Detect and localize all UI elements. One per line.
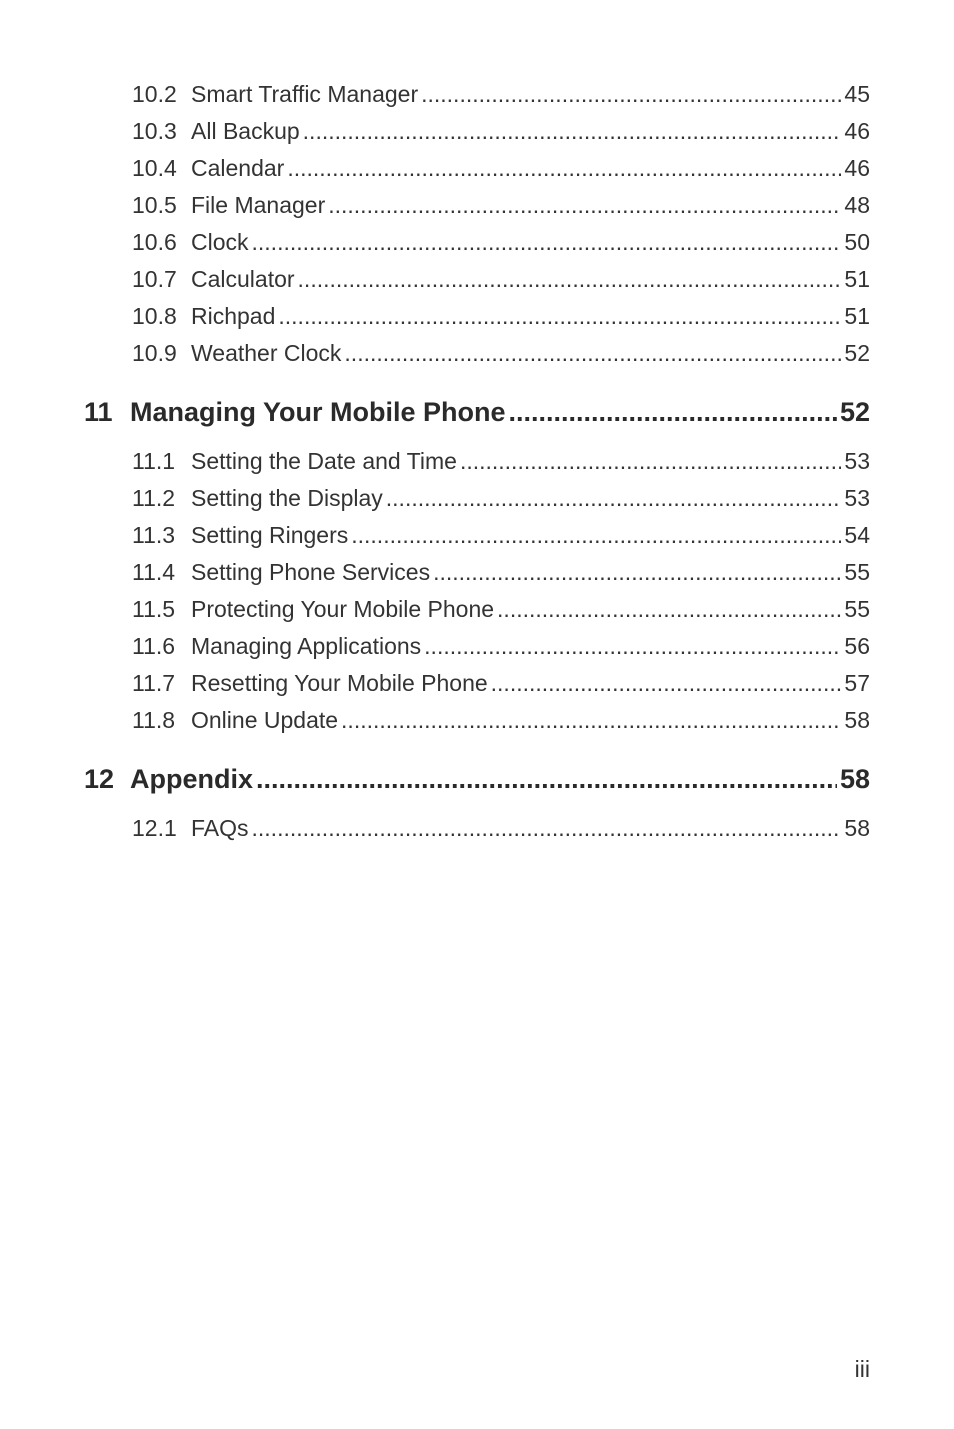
dot-leader <box>424 631 841 661</box>
section-number: 11.5 <box>132 596 176 622</box>
section-title: Setting the Date and Time <box>191 448 457 474</box>
toc-entry-10-5[interactable] <box>132 190 870 220</box>
dot-leader <box>278 301 841 331</box>
dot-leader <box>252 227 842 257</box>
section-title: Setting Phone Services <box>191 559 431 585</box>
page-number: 58 <box>844 707 870 733</box>
dot-leader <box>287 153 841 183</box>
section-title: Weather Clock <box>191 340 342 366</box>
section-title: Richpad <box>191 303 276 329</box>
toc-entry-11-4[interactable] <box>132 557 870 587</box>
section-title: Setting the Display <box>191 485 383 511</box>
page-number: 53 <box>844 485 870 511</box>
toc-entry-11-8[interactable] <box>132 705 870 735</box>
chapter-title: Managing Your Mobile Phone <box>130 397 506 427</box>
dot-leader <box>509 394 837 430</box>
section-title: Clock <box>191 229 249 255</box>
dot-leader <box>460 446 841 476</box>
page-number: 55 <box>844 559 870 585</box>
page-number: 48 <box>844 192 870 218</box>
section-number: 10.2 <box>132 81 177 107</box>
toc-chapter-12[interactable] <box>84 761 870 797</box>
section-number: 10.8 <box>132 303 177 329</box>
section-number: 11.1 <box>132 448 176 474</box>
toc-entry-10-8[interactable] <box>132 301 870 331</box>
section-title: Calculator <box>191 266 295 292</box>
page-number: 51 <box>844 266 870 292</box>
toc-chapter-11[interactable] <box>84 394 870 430</box>
dot-leader <box>252 813 842 843</box>
chapter-number: 12 <box>84 764 115 794</box>
toc-entry-11-5[interactable] <box>132 594 870 624</box>
section-number: 11.4 <box>132 559 176 585</box>
section-title: Online Update <box>191 707 339 733</box>
page-number: 58 <box>839 764 870 794</box>
toc-entry-11-1[interactable] <box>132 446 870 476</box>
toc-entry-10-9[interactable] <box>132 338 870 368</box>
section-title: Resetting Your Mobile Phone <box>191 670 488 696</box>
section-number: 11.8 <box>132 707 176 733</box>
page-number: 57 <box>844 670 870 696</box>
toc-entry-11-7[interactable] <box>132 668 870 698</box>
toc-entry-11-6[interactable] <box>132 631 870 661</box>
section-number: 10.6 <box>132 229 177 255</box>
section-number: 11.6 <box>132 633 176 659</box>
page-number: 58 <box>844 815 870 841</box>
page-number: 46 <box>844 155 870 181</box>
toc-entry-10-6[interactable] <box>132 227 870 257</box>
footer-page-number: iii <box>854 1356 870 1382</box>
section-number: 11.3 <box>132 522 176 548</box>
section-number: 10.5 <box>132 192 177 218</box>
dot-leader <box>351 520 841 550</box>
toc-entry-10-4[interactable] <box>132 153 870 183</box>
section-title: File Manager <box>191 192 326 218</box>
toc-entry-11-2[interactable] <box>132 483 870 513</box>
page-number: 45 <box>844 81 870 107</box>
section-title: All Backup <box>191 118 300 144</box>
page-number: 52 <box>844 340 870 366</box>
dot-leader <box>491 668 842 698</box>
dot-leader <box>433 557 841 587</box>
section-title: FAQs <box>191 815 249 841</box>
chapter-title: Appendix <box>130 764 254 794</box>
page-number: 50 <box>844 229 870 255</box>
toc-entry-12-1[interactable] <box>132 813 870 843</box>
toc-entry-10-2[interactable] <box>132 79 870 109</box>
section-number: 10.7 <box>132 266 177 292</box>
toc-entry-10-7[interactable] <box>132 264 870 294</box>
page-number: 52 <box>839 397 870 427</box>
chapter-number: 11 <box>84 397 113 427</box>
dot-leader <box>386 483 842 513</box>
section-number: 12.1 <box>132 815 177 841</box>
section-number: 11.2 <box>132 485 176 511</box>
dot-leader <box>497 594 841 624</box>
section-title: Calendar <box>191 155 285 181</box>
page-number: 56 <box>844 633 870 659</box>
toc-entry-10-3[interactable] <box>132 116 870 146</box>
section-title: Setting Ringers <box>191 522 349 548</box>
page-number: 46 <box>844 118 870 144</box>
dot-leader <box>344 338 841 368</box>
page-number: 55 <box>844 596 870 622</box>
section-title: Protecting Your Mobile Phone <box>191 596 495 622</box>
section-title: Smart Traffic Manager <box>191 81 419 107</box>
toc-entry-11-3[interactable] <box>132 520 870 550</box>
dot-leader <box>303 116 842 146</box>
page-number: 51 <box>844 303 870 329</box>
section-number: 10.4 <box>132 155 177 181</box>
section-title: Managing Applications <box>191 633 422 659</box>
dot-leader <box>328 190 841 220</box>
page-number: 54 <box>844 522 870 548</box>
page-number: 53 <box>844 448 870 474</box>
section-number: 11.7 <box>132 670 176 696</box>
section-number: 10.3 <box>132 118 177 144</box>
section-number: 10.9 <box>132 340 177 366</box>
dot-leader <box>421 79 841 109</box>
dot-leader <box>256 761 837 797</box>
dot-leader <box>298 264 842 294</box>
dot-leader <box>341 705 841 735</box>
